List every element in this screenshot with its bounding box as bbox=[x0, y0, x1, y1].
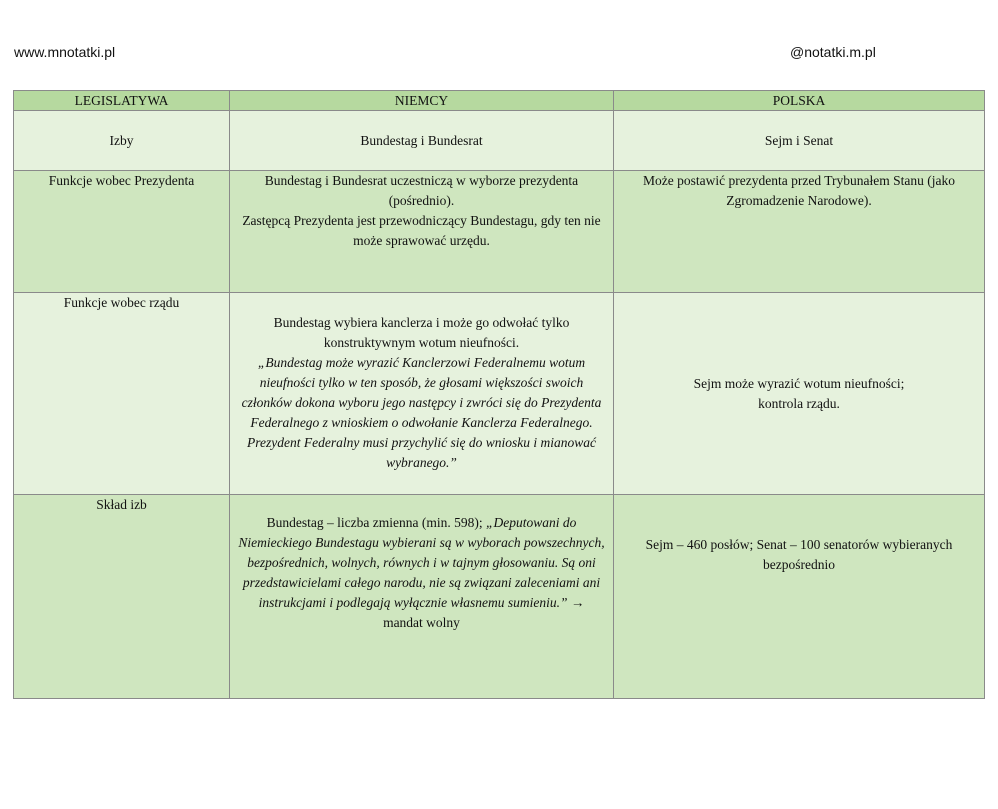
row-label-izby: Izby bbox=[14, 111, 230, 171]
cell-niemcy-prezydent bbox=[230, 171, 614, 293]
row-label-funkcje-prezydent: Funkcje wobec Prezydenta bbox=[14, 171, 230, 293]
cell-niemcy-rzad bbox=[230, 293, 614, 495]
row-label-sklad-izb: Skład izb bbox=[14, 495, 230, 699]
column-header-niemcy: NIEMCY bbox=[230, 91, 614, 111]
cell-polska-prezydent: Może postawić prezydenta przed Trybunałem Stanu (jako Zgromadzenie Narodowe). bbox=[614, 171, 985, 293]
cell-text: Bundestag i Bundesrat uczestniczą w wyborze prezydenta (pośrednio). bbox=[264, 173, 579, 208]
table-row bbox=[14, 111, 985, 171]
social-handle: @notatki.m.pl bbox=[790, 44, 876, 60]
cell-text: Bundestag – liczba zmienna (min. 598); bbox=[266, 515, 486, 530]
cell-text: Bundestag wybiera kanclerza i może go odwołać tylko konstruktywnym wotum nieufności. bbox=[273, 315, 570, 350]
table-row bbox=[14, 495, 985, 699]
cell-text: kontrola rządu. bbox=[758, 395, 840, 411]
row-label-funkcje-rzad: Funkcje wobec rządu bbox=[14, 293, 230, 495]
table-row bbox=[14, 293, 985, 495]
cell-niemcy-izby: Bundestag i Bundesrat bbox=[230, 111, 614, 171]
cell-niemcy-sklad bbox=[230, 495, 614, 699]
cell-text: Sejm może wyrazić wotum nieufności; bbox=[693, 375, 905, 391]
column-header-polska: POLSKA bbox=[614, 91, 985, 111]
website-url: www.mnotatki.pl bbox=[14, 44, 116, 60]
quote-text: „Deputowani do Niemieckiego Bundestagu wybierani są w wyborach powszechnych, bezpośrednich, wolnych, równych i w tajnym głosowaniu. Są oni przedstawicielami całego narodu, nie są związani zaleceniami ani instrukcjami i podlegają wyłącznie własnemu sumieniu.” bbox=[238, 515, 605, 610]
column-header-legislatywa: LEGISLATYWA bbox=[14, 91, 230, 111]
quote-text: „Bundestag może wyrazić Kanclerzowi Federalnemu wotum nieufności tylko w ten sposób, że głosami większości swoich członków dokona wyboru jego następcy i zwróci się do Prezydenta Federalnego z wnioskiem o odwołanie Kanclerza Federalnego. Prezydent Federalny musi przychylić się do wniosku i mianować wybranego.” bbox=[241, 355, 602, 470]
cell-text: Zastępcą Prezydenta jest przewodniczący Bundestagu, gdy ten nie może sprawować urzędu. bbox=[242, 213, 601, 248]
comparison-table bbox=[13, 90, 985, 699]
cell-text: → mandat wolny bbox=[383, 595, 585, 630]
table-row bbox=[14, 171, 985, 293]
cell-polska-rzad bbox=[614, 293, 985, 495]
cell-polska-izby: Sejm i Senat bbox=[614, 111, 985, 171]
table-header-row bbox=[14, 91, 985, 111]
cell-polska-sklad: Sejm – 460 posłów; Senat – 100 senatorów wybieranych bezpośrednio bbox=[614, 495, 985, 699]
